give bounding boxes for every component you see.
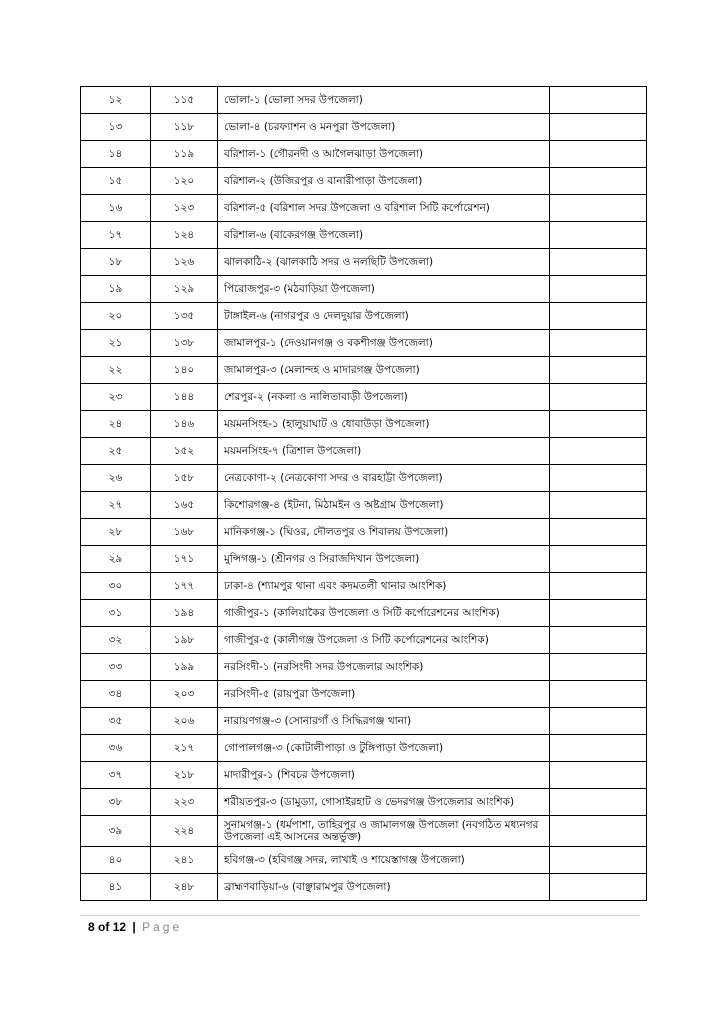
serial-cell: ২১ xyxy=(81,330,151,357)
code-cell: ২২৪ xyxy=(151,816,218,847)
footer-divider xyxy=(80,915,640,916)
code-cell: ১২০ xyxy=(151,168,218,195)
serial-cell: ১৩ xyxy=(81,114,151,141)
serial-cell: ১৪ xyxy=(81,141,151,168)
empty-cell xyxy=(550,681,647,708)
code-cell: ১২৬ xyxy=(151,249,218,276)
constituency-cell: কিশোরগঞ্জ-৪ (ইটনা, মিঠামইন ও অষ্টগ্রাম উপজেলা) xyxy=(218,492,550,519)
page-total: 12 xyxy=(112,920,127,934)
code-cell: ১১৯ xyxy=(151,141,218,168)
table-row xyxy=(81,249,647,276)
serial-cell: ৩৫ xyxy=(81,708,151,735)
serial-cell: ১৮ xyxy=(81,249,151,276)
serial-cell: ১২ xyxy=(81,87,151,114)
serial-cell: ৩১ xyxy=(81,600,151,627)
code-cell: ১৯৮ xyxy=(151,627,218,654)
constituency-cell: শেরপুর-২ (নকলা ও নালিতাবাড়ী উপজেলা) xyxy=(218,384,550,411)
serial-cell: ২৯ xyxy=(81,546,151,573)
constituency-cell: ব্রাহ্মণবাড়িয়া-৬ (বাঞ্ছারামপুর উপজেলা) xyxy=(218,874,550,901)
empty-cell xyxy=(550,384,647,411)
empty-cell xyxy=(550,249,647,276)
serial-cell: ৩৯ xyxy=(81,816,151,847)
table-row xyxy=(81,492,647,519)
code-cell: ১৫২ xyxy=(151,438,218,465)
constituency-cell: নেত্রকোণা-২ (নেত্রকোণা সদর ও বারহাট্টা উপজেলা) xyxy=(218,465,550,492)
serial-cell: ১৫ xyxy=(81,168,151,195)
code-cell: ১৭১ xyxy=(151,546,218,573)
page-current: 8 xyxy=(88,920,95,934)
page-footer xyxy=(88,920,182,934)
empty-cell xyxy=(550,168,647,195)
empty-cell xyxy=(550,600,647,627)
table-row xyxy=(81,141,647,168)
table-row xyxy=(81,465,647,492)
constituency-cell: ভোলা-১ (ভোলা সদর উপজেলা) xyxy=(218,87,550,114)
code-cell: ২৪৮ xyxy=(151,874,218,901)
constituency-cell: বরিশাল-২ (উজিরপুর ও বানারীপাড়া উপজেলা) xyxy=(218,168,550,195)
serial-cell: ৩৪ xyxy=(81,681,151,708)
constituency-cell: মুন্সিগঞ্জ-১ (শ্রীনগর ও সিরাজদিখান উপজেলা) xyxy=(218,546,550,573)
empty-cell xyxy=(550,195,647,222)
code-cell: ১৪৬ xyxy=(151,411,218,438)
code-cell: ১২৩ xyxy=(151,195,218,222)
constituency-cell: সুনামগঞ্জ-১ (ধর্মপাশা, তাহিরপুর ও জামালগঞ্জ উপজেলা (নবগঠিত মধ্যনগর উপজেলা এই আসনের অন্তর্ভুক্ত) xyxy=(218,816,550,847)
serial-cell: ৩০ xyxy=(81,573,151,600)
serial-cell: ৩৩ xyxy=(81,654,151,681)
code-cell: ১৬৫ xyxy=(151,492,218,519)
empty-cell xyxy=(550,492,647,519)
code-cell: ২০৩ xyxy=(151,681,218,708)
code-cell: ১২৪ xyxy=(151,222,218,249)
constituency-cell: ভোলা-৪ (চরফ্যাশন ও মনপুরা উপজেলা) xyxy=(218,114,550,141)
empty-cell xyxy=(550,546,647,573)
serial-cell: ২২ xyxy=(81,357,151,384)
empty-cell xyxy=(550,519,647,546)
code-cell: ১৩৮ xyxy=(151,330,218,357)
code-cell: ১২৯ xyxy=(151,276,218,303)
constituency-cell: টাঙ্গাইল-৬ (নাগরপুর ও দেলদুয়ার উপজেলা) xyxy=(218,303,550,330)
serial-cell: ৪১ xyxy=(81,874,151,901)
constituency-cell: ঢাকা-৪ (শ্যামপুর থানা এবং কদমতলী থানার আংশিক) xyxy=(218,573,550,600)
constituency-cell: বরিশাল-৬ (বাকেরগঞ্জ উপজেলা) xyxy=(218,222,550,249)
table-row xyxy=(81,357,647,384)
table-row xyxy=(81,654,647,681)
code-cell: ২১৭ xyxy=(151,735,218,762)
constituency-cell: পিরোজপুর-৩ (মঠবাড়িয়া উপজেলা) xyxy=(218,276,550,303)
table-row xyxy=(81,303,647,330)
serial-cell: ১৯ xyxy=(81,276,151,303)
empty-cell xyxy=(550,735,647,762)
empty-cell xyxy=(550,847,647,874)
serial-cell: ১৭ xyxy=(81,222,151,249)
constituency-cell: জামালপুর-৩ (মেলান্দহ ও মাদারগঞ্জ উপজেলা) xyxy=(218,357,550,384)
constituency-table xyxy=(80,86,647,901)
empty-cell xyxy=(550,816,647,847)
code-cell: ২২৩ xyxy=(151,789,218,816)
table-row xyxy=(81,681,647,708)
empty-cell xyxy=(550,330,647,357)
empty-cell xyxy=(550,708,647,735)
constituency-cell: গাজীপুর-১ (কালিয়াকৈর উপজেলা ও সিটি কর্পোরেশনের আংশিক) xyxy=(218,600,550,627)
code-cell: ১৪০ xyxy=(151,357,218,384)
table-row xyxy=(81,546,647,573)
constituency-cell: মাদারীপুর-১ (শিবচর উপজেলা) xyxy=(218,762,550,789)
table-row xyxy=(81,519,647,546)
constituency-cell: নরসিংদী-১ (নরসিংদী সদর উপজেলার আংশিক) xyxy=(218,654,550,681)
empty-cell xyxy=(550,762,647,789)
table-row xyxy=(81,384,647,411)
table-row xyxy=(81,195,647,222)
code-cell: ২১৮ xyxy=(151,762,218,789)
constituency-cell: ময়মনসিংহ-১ (হালুয়াঘাট ও ধোবাউড়া উপজেলা) xyxy=(218,411,550,438)
serial-cell: ৩৭ xyxy=(81,762,151,789)
constituency-cell: জামালপুর-১ (দেওয়ানগঞ্জ ও বকশীগঞ্জ উপজেলা) xyxy=(218,330,550,357)
serial-cell: ২৬ xyxy=(81,465,151,492)
empty-cell xyxy=(550,874,647,901)
table-row xyxy=(81,438,647,465)
table-row xyxy=(81,168,647,195)
constituency-cell: শরীয়তপুর-৩ (ডামুড্যা, গোসাইরহাট ও ভেদরগঞ্জ উপজেলার আংশিক) xyxy=(218,789,550,816)
table-row xyxy=(81,735,647,762)
code-cell: ২০৬ xyxy=(151,708,218,735)
constituency-cell: গোপালগঞ্জ-৩ (কোটালীপাড়া ও টুঙ্গিপাড়া উপজেলা) xyxy=(218,735,550,762)
empty-cell xyxy=(550,411,647,438)
table-row xyxy=(81,114,647,141)
table-row xyxy=(81,874,647,901)
empty-cell xyxy=(550,654,647,681)
empty-cell xyxy=(550,465,647,492)
serial-cell: ২৪ xyxy=(81,411,151,438)
serial-cell: ২৩ xyxy=(81,384,151,411)
empty-cell xyxy=(550,276,647,303)
constituency-cell: মানিকগঞ্জ-১ (ঘিওর, দৌলতপুর ও শিবালয় উপজেলা) xyxy=(218,519,550,546)
table-row xyxy=(81,847,647,874)
serial-cell: ৩৬ xyxy=(81,735,151,762)
constituency-cell: ময়মনসিংহ-৭ (ত্রিশাল উপজেলা) xyxy=(218,438,550,465)
table-row xyxy=(81,762,647,789)
constituency-cell: ঝালকাঠি-২ (ঝালকাঠি সদর ও নলছিটি উপজেলা) xyxy=(218,249,550,276)
footer-separator: | xyxy=(132,920,136,934)
constituency-table-body xyxy=(81,87,647,901)
table-row xyxy=(81,627,647,654)
serial-cell: ২৭ xyxy=(81,492,151,519)
table-row xyxy=(81,708,647,735)
empty-cell xyxy=(550,789,647,816)
serial-cell: ৩৮ xyxy=(81,789,151,816)
code-cell: ১৩৫ xyxy=(151,303,218,330)
table-row xyxy=(81,573,647,600)
code-cell: ১৬৮ xyxy=(151,519,218,546)
page-of-label: of xyxy=(98,920,110,934)
empty-cell xyxy=(550,438,647,465)
empty-cell xyxy=(550,627,647,654)
constituency-cell: গাজীপুর-৫ (কালীগঞ্জ উপজেলা ও সিটি কর্পোরেশনের আংশিক) xyxy=(218,627,550,654)
empty-cell xyxy=(550,114,647,141)
code-cell: ১৯৪ xyxy=(151,600,218,627)
constituency-cell: হবিগঞ্জ-৩ (হবিগঞ্জ সদর, লাখাই ও শায়েস্তাগঞ্জ উপজেলা) xyxy=(218,847,550,874)
table-row xyxy=(81,411,647,438)
code-cell: ২৪১ xyxy=(151,847,218,874)
code-cell: ১৫৮ xyxy=(151,465,218,492)
serial-cell: ২৫ xyxy=(81,438,151,465)
code-cell: ১৯৯ xyxy=(151,654,218,681)
constituency-cell: নারায়ণগঞ্জ-৩ (সোনারগাঁ ও সিদ্ধিরগঞ্জ থানা) xyxy=(218,708,550,735)
table-row xyxy=(81,789,647,816)
serial-cell: ১৬ xyxy=(81,195,151,222)
table-row xyxy=(81,330,647,357)
table-row xyxy=(81,276,647,303)
table-row xyxy=(81,600,647,627)
code-cell: ১৪৪ xyxy=(151,384,218,411)
table-row xyxy=(81,816,647,847)
serial-cell: ৩২ xyxy=(81,627,151,654)
code-cell: ১৭৭ xyxy=(151,573,218,600)
table-row xyxy=(81,222,647,249)
table-row xyxy=(81,87,647,114)
constituency-cell: বরিশাল-৫ (বরিশাল সদর উপজেলা ও বরিশাল সিটি কর্পোরেশন) xyxy=(218,195,550,222)
empty-cell xyxy=(550,141,647,168)
code-cell: ১১৮ xyxy=(151,114,218,141)
empty-cell xyxy=(550,87,647,114)
empty-cell xyxy=(550,222,647,249)
serial-cell: ২০ xyxy=(81,303,151,330)
code-cell: ১১৫ xyxy=(151,87,218,114)
empty-cell xyxy=(550,357,647,384)
page-word: Page xyxy=(142,920,183,934)
constituency-cell: বরিশাল-১ (গৌরনদী ও আগৈলঝাড়া উপজেলা) xyxy=(218,141,550,168)
empty-cell xyxy=(550,573,647,600)
serial-cell: ২৮ xyxy=(81,519,151,546)
serial-cell: ৪০ xyxy=(81,847,151,874)
constituency-cell: নরসিংদী-৫ (রায়পুরা উপজেলা) xyxy=(218,681,550,708)
empty-cell xyxy=(550,303,647,330)
